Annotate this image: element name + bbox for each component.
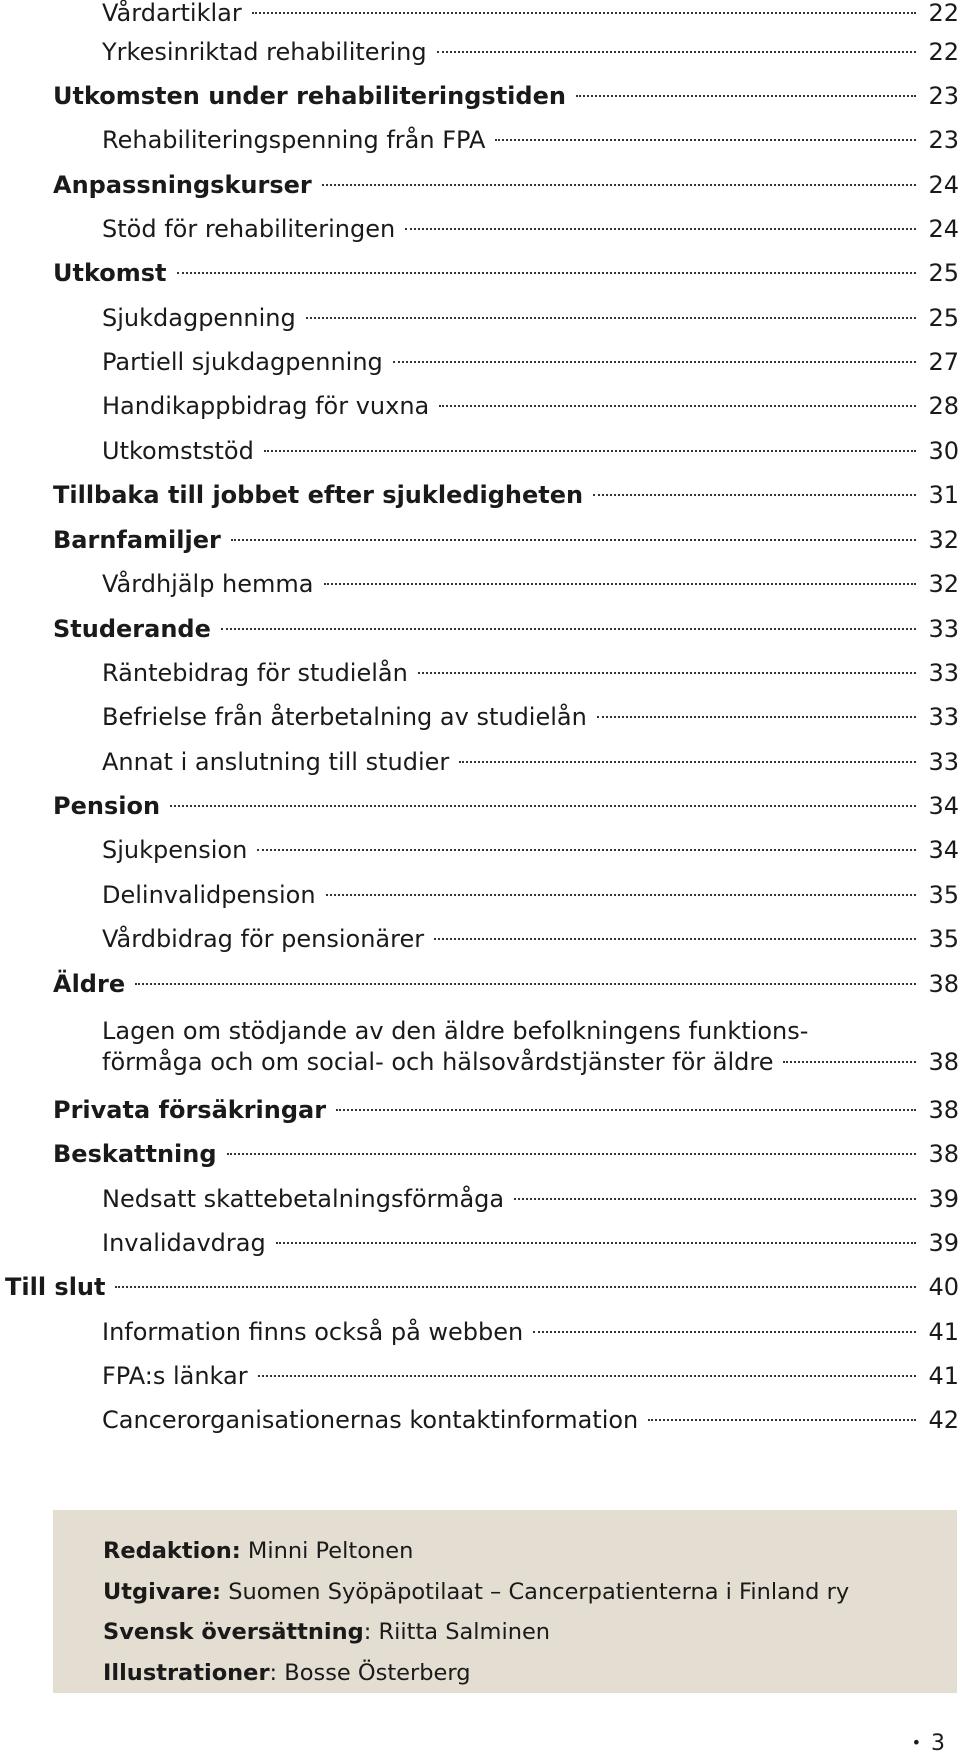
toc-entry-title: Yrkesinriktad rehabilitering	[102, 38, 427, 66]
dot-leader	[231, 539, 916, 541]
toc-entry[interactable]	[102, 742, 959, 782]
dot-leader	[418, 672, 916, 674]
toc-entry[interactable]	[53, 520, 959, 560]
toc-entry-page: 33	[928, 748, 959, 776]
toc-entry[interactable]	[102, 298, 959, 338]
toc-entry-title: Barnfamiljer	[53, 526, 221, 554]
toc-entry[interactable]	[53, 964, 959, 1004]
toc-entry-multiline[interactable]	[102, 1016, 959, 1078]
toc-entry-page: 42	[928, 1406, 959, 1434]
toc-entry-page: 23	[928, 126, 959, 154]
toc-entry-title: Äldre	[53, 970, 126, 998]
dot-leader	[227, 1153, 916, 1155]
dot-leader	[322, 184, 916, 186]
dot-leader	[597, 716, 916, 718]
toc-entry-title: Privata försäkringar	[53, 1096, 327, 1124]
credit-editor-label: Redaktion:	[103, 1538, 241, 1564]
dot-leader	[221, 628, 916, 630]
toc-entry[interactable]	[102, 830, 959, 870]
toc-entry-page: 23	[928, 82, 959, 110]
bullet-icon: •	[911, 1733, 921, 1752]
dot-leader	[514, 1198, 916, 1200]
toc-entry[interactable]	[102, 0, 959, 33]
dot-leader	[439, 405, 916, 407]
dot-leader	[495, 139, 916, 141]
toc-entry-title: Utkomsten under rehabiliteringstiden	[53, 82, 566, 110]
dot-leader	[324, 583, 917, 585]
toc-entry[interactable]	[102, 1179, 959, 1219]
credit-editor	[103, 1536, 413, 1566]
toc-entry-title: Räntebidrag för studielån	[102, 659, 408, 687]
credit-illustrations-label: Illustrationer	[103, 1660, 270, 1686]
dot-leader	[405, 228, 916, 230]
toc-entry[interactable]	[102, 1400, 959, 1440]
toc-entry-page: 35	[928, 925, 959, 953]
credit-editor-value: Minni Peltonen	[240, 1538, 414, 1564]
toc-entry[interactable]	[102, 653, 959, 693]
toc-entry-title: Handikappbidrag för vuxna	[102, 392, 430, 420]
credit-translation-value: : Riitta Salminen	[363, 1619, 551, 1645]
toc-entry[interactable]	[102, 1312, 959, 1352]
toc-entry[interactable]	[102, 697, 959, 737]
toc-entry-page: 38	[928, 1096, 959, 1124]
dot-leader	[459, 761, 916, 763]
dot-leader	[437, 51, 916, 53]
toc-entry-page: 41	[928, 1318, 959, 1346]
toc-entry[interactable]	[102, 342, 959, 382]
toc-entry-title: Partiell sjukdagpenning	[102, 348, 383, 376]
toc-entry[interactable]	[53, 165, 959, 205]
dot-leader	[264, 450, 916, 452]
toc-entry[interactable]	[53, 609, 959, 649]
credit-translation	[103, 1617, 550, 1647]
dot-leader	[326, 894, 916, 896]
toc-entry-title: Anpassningskurser	[53, 171, 312, 199]
dot-leader	[593, 494, 916, 496]
toc-entry-title: Cancerorganisationernas kontaktinformation	[102, 1406, 639, 1434]
toc-entry-page: 34	[928, 792, 959, 820]
toc-entry-title: Beskattning	[53, 1140, 217, 1168]
dot-leader	[576, 95, 916, 97]
toc-entry-page: 38	[928, 1140, 959, 1168]
toc-entry[interactable]	[102, 875, 959, 915]
credit-illustrations	[103, 1658, 471, 1688]
toc-entry[interactable]	[53, 786, 959, 826]
toc-entry-page: 32	[928, 526, 959, 554]
toc-entry[interactable]	[102, 1223, 959, 1263]
toc-entry[interactable]	[53, 253, 959, 293]
toc-entry-title: Rehabiliteringspenning från FPA	[102, 126, 486, 154]
toc-entry[interactable]	[53, 1090, 959, 1130]
toc-entry[interactable]	[102, 564, 959, 604]
toc-entry[interactable]	[53, 76, 959, 116]
toc-entry-page: 41	[928, 1362, 959, 1390]
toc-entry[interactable]	[102, 431, 959, 471]
toc-entry[interactable]	[102, 386, 959, 426]
toc-entry-page: 39	[928, 1229, 959, 1257]
toc-entry-page: 22	[928, 0, 959, 27]
dot-leader	[434, 938, 916, 940]
toc-entry-title: Vårdbidrag för pensionärer	[102, 925, 425, 953]
toc-entry[interactable]	[102, 919, 959, 959]
toc-entry-page: 39	[928, 1185, 959, 1213]
credit-illustrations-value: : Bosse Österberg	[269, 1660, 471, 1686]
dot-leader	[258, 1375, 916, 1377]
toc-entry-title: Utkomststöd	[102, 437, 254, 465]
toc-entry-title-line1: Lagen om stödjande av den äldre befolkningens funktions-	[102, 1017, 809, 1045]
toc-entry[interactable]	[5, 1267, 959, 1307]
toc-entry-title: Nedsatt skattebetalningsförmåga	[102, 1185, 505, 1213]
toc-entry[interactable]	[102, 32, 959, 72]
toc-entry-page: 34	[928, 836, 959, 864]
toc-entry-page: 25	[928, 259, 959, 287]
toc-entry-page: 22	[928, 38, 959, 66]
toc-entry-page: 38	[928, 970, 959, 998]
dot-leader	[306, 317, 916, 319]
toc-entry-title: Befrielse från återbetalning av studielån	[102, 703, 587, 731]
toc-entry-title: Information finns också på webben	[102, 1318, 524, 1346]
toc-entry-page: 35	[928, 881, 959, 909]
toc-entry[interactable]	[53, 1134, 959, 1174]
toc-entry-page: 38	[928, 1048, 959, 1076]
toc-entry-page: 28	[928, 392, 959, 420]
dot-leader	[177, 272, 916, 274]
toc-entry-page: 33	[928, 615, 959, 643]
toc-entry-title: Pension	[53, 792, 161, 820]
toc-entry-title: Sjukdagpenning	[102, 304, 296, 332]
toc-entry-page: 32	[928, 570, 959, 598]
credits-box	[53, 1510, 957, 1693]
toc-entry-page: 31	[928, 481, 959, 509]
toc-entry[interactable]	[102, 1356, 959, 1396]
credit-publisher-value: Suomen Syöpäpotilaat – Cancerpatienterna i Finland ry	[221, 1579, 850, 1605]
toc-entry-title: Delinvalidpension	[102, 881, 316, 909]
page-number-value: 3	[931, 1731, 945, 1756]
dot-leader	[252, 12, 916, 14]
toc-entry[interactable]	[102, 120, 959, 160]
dot-leader	[336, 1109, 916, 1111]
toc-entry-title: Vårdhjälp hemma	[102, 570, 314, 598]
dot-leader	[257, 849, 916, 851]
toc-entry-title: Studerande	[53, 615, 211, 643]
toc-entry-title: Till slut	[5, 1273, 106, 1301]
toc-entry-title: Sjukpension	[102, 836, 248, 864]
toc-entry-page: 25	[928, 304, 959, 332]
toc-entry-title: FPA:s länkar	[102, 1362, 248, 1390]
toc-entry-title: Tillbaka till jobbet efter sjukledigheten	[53, 481, 584, 509]
dot-leader	[276, 1242, 916, 1244]
toc-entry-title: Invalidavdrag	[102, 1229, 266, 1257]
toc-entry-page: 33	[928, 659, 959, 687]
dot-leader	[115, 1286, 916, 1288]
toc-entry-title-line2: förmåga och om social- och hälsovårdstjänster för äldre	[102, 1048, 774, 1076]
toc-entry-page: 40	[928, 1273, 959, 1301]
toc-entry-page: 27	[928, 348, 959, 376]
dot-leader	[783, 1061, 916, 1063]
toc-entry[interactable]	[53, 475, 959, 515]
toc-entry-title: Vårdartiklar	[102, 0, 242, 27]
page-number	[912, 1730, 945, 1757]
toc-entry-title: Annat i anslutning till studier	[102, 748, 450, 776]
toc-entry-title: Utkomst	[53, 259, 167, 287]
toc-entry-page: 24	[928, 171, 959, 199]
dot-leader	[393, 361, 916, 363]
dot-leader	[648, 1419, 916, 1421]
dot-leader	[135, 983, 916, 985]
dot-leader	[170, 805, 916, 807]
toc-entry[interactable]	[102, 209, 959, 249]
toc-entry-page: 24	[928, 215, 959, 243]
credit-publisher	[103, 1577, 849, 1607]
toc-entry-page: 33	[928, 703, 959, 731]
credit-translation-label: Svensk översättning	[103, 1619, 364, 1645]
toc-entry-page: 30	[928, 437, 959, 465]
credit-publisher-label: Utgivare:	[103, 1579, 222, 1605]
toc-entry-title: Stöd för rehabiliteringen	[102, 215, 396, 243]
dot-leader	[533, 1331, 916, 1333]
